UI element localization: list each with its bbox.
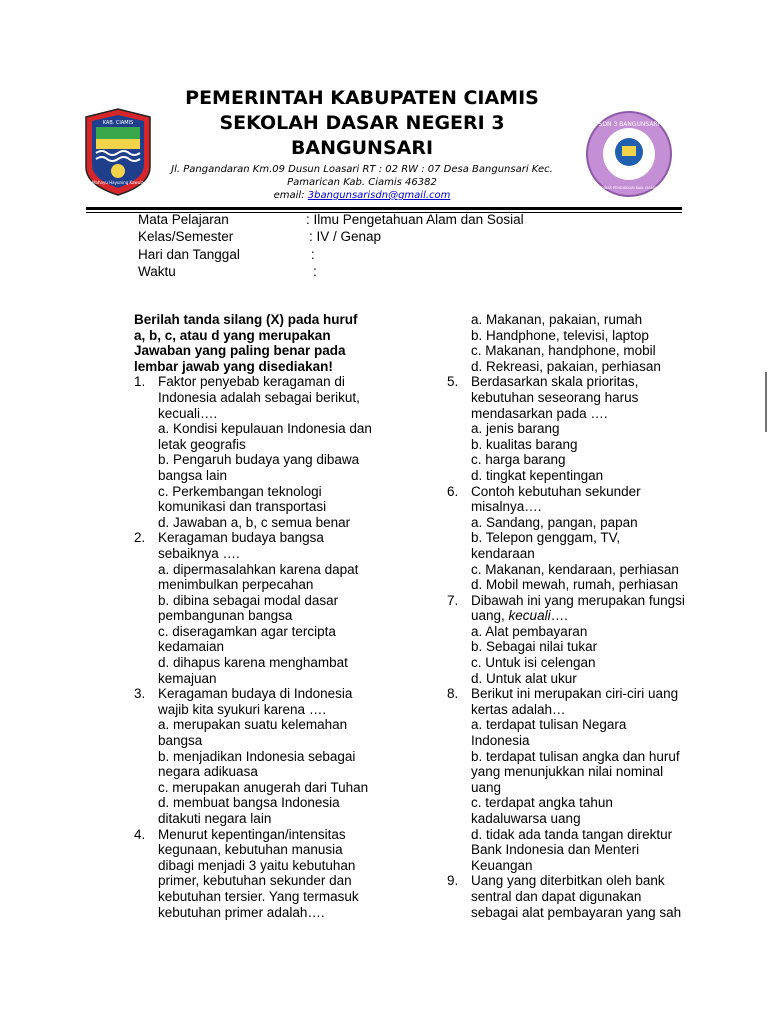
question-number: 7. (447, 592, 459, 608)
email-link[interactable]: 3bangunsarisdn@gmail.com (307, 190, 451, 201)
answer-option: c. merupakan anugerah dari Tuhan (158, 779, 369, 795)
question-9 (447, 873, 687, 920)
question-text: Berikut ini merupakan ciri-ciri uang (471, 686, 679, 702)
question-text: wajib kita syukuri karena …. (158, 701, 327, 717)
question-number: 8. (447, 686, 459, 702)
answer-option: menimbulkan perpecahan (158, 577, 314, 593)
question-6 (447, 484, 687, 593)
question-text: sebagai alat pembayaran yang sah (471, 904, 682, 920)
answer-option: a. jenis barang (471, 421, 560, 437)
answer-option: pembangunan bangsa (158, 608, 293, 624)
answer-option: d. tidak ada tanda tangan direktur (471, 826, 673, 842)
answer-option: d. Jawaban a, b, c semua benar (158, 514, 351, 530)
answer-option: a. Kondisi kepulauan Indonesia dan (158, 421, 372, 437)
question-text: Faktor penyebab keragaman di (158, 374, 345, 390)
title-line-2: SEKOLAH DASAR NEGERI 3 (219, 112, 505, 134)
regency-logo-text-bottom: Mahayu Hayuning Kawula (92, 180, 144, 185)
question-number: 6. (447, 483, 459, 499)
answer-option: d. Mobil mewah, rumah, perhiasan (471, 577, 679, 593)
letterhead-rule-thick (86, 207, 682, 210)
question-text: Contoh kebutuhan sekunder (471, 483, 641, 499)
question-text: Indonesia adalah sebagai berikut, (158, 389, 360, 405)
answer-option: letak geografis (158, 436, 246, 452)
question-text: misalnya…. (471, 499, 542, 515)
answer-option: ditakuti negara lain (158, 811, 272, 826)
question-text: kebutuhan seseorang harus (471, 389, 639, 405)
answer-option: kedamaian (158, 639, 225, 655)
question-text: sebaiknya …. (158, 545, 240, 561)
questions-left-column (134, 312, 374, 920)
question-text: kebutuhan primer adalah…. (158, 904, 325, 920)
question-text: kertas adalah… (471, 701, 566, 717)
question-number: 9. (447, 873, 459, 889)
address-line-2: Pamarican Kab. Ciamis 46382 (287, 177, 437, 188)
answer-option: c. diseragamkan agar tercipta (158, 623, 336, 639)
question-number: 2. (134, 530, 146, 546)
answer-option: b. Telepon genggam, TV, (471, 530, 621, 546)
question-text: Keragaman budaya di Indonesia (158, 686, 353, 702)
answer-option: c. Perkembangan teknologi (158, 483, 322, 499)
question-text: Uang yang diterbitkan oleh bank (471, 873, 665, 889)
question-number: 5. (447, 374, 459, 390)
answer-option: c. Untuk isi celengan (471, 655, 596, 671)
answer-option: d. tingkat kepentingan (471, 467, 604, 483)
info-label: Waktu (138, 264, 176, 279)
info-value: : (313, 264, 317, 279)
answer-option: kadaluwarsa uang (471, 811, 581, 826)
question-8 (447, 686, 687, 873)
question-4 (134, 827, 374, 921)
question-number: 1. (134, 374, 146, 390)
answer-option: a. Sandang, pangan, papan (471, 514, 638, 530)
answer-option: c. Makanan, kendaraan, perhiasan (471, 561, 679, 577)
answer-option: a. terdapat tulisan Negara (471, 717, 627, 733)
questions-right-column (447, 312, 687, 920)
question-text: sentral dan dapat digunakan (471, 888, 642, 904)
answer-option: a. Makanan, pakaian, rumah (471, 312, 643, 327)
answer-option: c. terdapat angka tahun (471, 795, 613, 811)
question-text: Keragaman budaya bangsa (158, 530, 324, 546)
question-number: 3. (134, 686, 146, 702)
regency-logo-text-top: KAB. CIAMIS (102, 120, 134, 126)
page-edge-mark (760, 372, 768, 432)
question-7 (447, 593, 687, 687)
question-3 (134, 686, 374, 826)
answer-option: a. merupakan suatu kelemahan (158, 717, 348, 733)
answer-option: b. menjadikan Indonesia sebagai (158, 748, 356, 764)
question-text: Berdasarkan skala prioritas, (471, 374, 639, 390)
answer-option: Bank Indonesia dan Menteri (471, 842, 640, 858)
answer-option: b. kualitas barang (471, 436, 578, 452)
answer-option: d. dihapus karena menghambat (158, 655, 348, 671)
answer-option: c. harga barang (471, 452, 566, 468)
info-label: Mata Pelajaran (138, 212, 229, 227)
title-line-1: PEMERINTAH KABUPATEN CIAMIS (185, 87, 539, 109)
letterhead-address (160, 163, 564, 202)
instruction-line: Jawaban yang paling benar pada (134, 343, 346, 359)
answer-option: c. Makanan, handphone, mobil (471, 343, 656, 359)
question-2 (134, 530, 374, 686)
answer-option: kemajuan (158, 670, 217, 686)
answer-option: d. Rekreasi, pakaian, perhiasan (471, 358, 661, 374)
question-5 (447, 374, 687, 483)
answer-option: a. Alat pembayaran (471, 623, 588, 639)
answer-option: bangsa lain (158, 467, 228, 483)
question-text: kegunaan, kebutuhan manusia (158, 842, 343, 858)
answer-option: d. membuat bangsa Indonesia (158, 795, 340, 811)
question-text-emphasis: kecuali (508, 608, 551, 624)
title-line-3: BANGUNSARI (290, 137, 434, 159)
answer-option: bangsa (158, 733, 203, 749)
address-line-1: Jl. Pangandaran Km.09 Dusun Loasari RT : 02 RW : 07 Desa Bangunsari Kec. (171, 164, 553, 175)
instructions (134, 312, 374, 374)
answer-option: b. Pengaruh budaya yang dibawa (158, 452, 360, 468)
info-value: : IV / Genap (309, 229, 382, 244)
question-text: kebutuhan tersier. Yang termasuk (158, 888, 359, 904)
answer-option: a. dipermasalahkan karena dapat (158, 561, 359, 577)
letterhead-title (160, 86, 564, 161)
info-label: Hari dan Tanggal (138, 247, 240, 262)
answer-option: b. Handphone, televisi, laptop (471, 327, 649, 343)
email-line (160, 189, 564, 202)
school-logo-text-top: SDN 3 BANGUNSARI (598, 121, 660, 128)
regency-logo (82, 107, 154, 197)
instruction-line: a, b, c, atau d yang merupakan (134, 327, 331, 343)
info-label: Kelas/Semester (138, 229, 234, 244)
question-text-part: uang, (471, 608, 509, 624)
answer-option: d. Untuk alat ukur (471, 670, 577, 686)
email-label: email: (273, 190, 305, 201)
question-text-part: …. (550, 608, 568, 624)
answer-option: b. Sebagai nilai tukar (471, 639, 598, 655)
question-text: kecuali…. (158, 405, 218, 421)
answer-option: b. dibina sebagai modal dasar (158, 592, 339, 608)
school-logo-text-bottom: DINAS PENDIDIKAN KAB. CIAMIS (600, 186, 658, 190)
instruction-line: Berilah tanda silang (X) pada huruf (134, 312, 358, 327)
answer-option: uang (471, 779, 502, 795)
answer-option: yang menunjukkan nilai nominal (471, 764, 664, 780)
question-4-options (447, 312, 687, 374)
answer-option: kendaraan (471, 545, 535, 561)
question-text (471, 608, 687, 624)
info-value: : Ilmu Pengetahuan Alam dan Sosial (306, 212, 524, 227)
answer-option: komunikasi dan transportasi (158, 499, 327, 515)
question-text: dibagi menjadi 3 yaitu kebutuhan (158, 857, 356, 873)
question-number: 4. (134, 826, 146, 842)
answer-option: b. terdapat tulisan angka dan huruf (471, 748, 680, 764)
question-text: primer, kebutuhan sekunder dan (158, 873, 352, 889)
instruction-line: lembar jawab yang disediakan! (134, 358, 333, 374)
question-text: Dibawah ini yang merupakan fungsi (471, 592, 685, 608)
answer-option: Indonesia (471, 733, 530, 749)
question-1 (134, 374, 374, 530)
question-text: Menurut kepentingan/intensitas (158, 826, 346, 842)
school-logo (584, 110, 674, 198)
answer-option: Keuangan (471, 857, 533, 873)
info-value: : (311, 247, 315, 262)
question-text: mendasarkan pada …. (471, 405, 608, 421)
answer-option: negara adikuasa (158, 764, 258, 780)
